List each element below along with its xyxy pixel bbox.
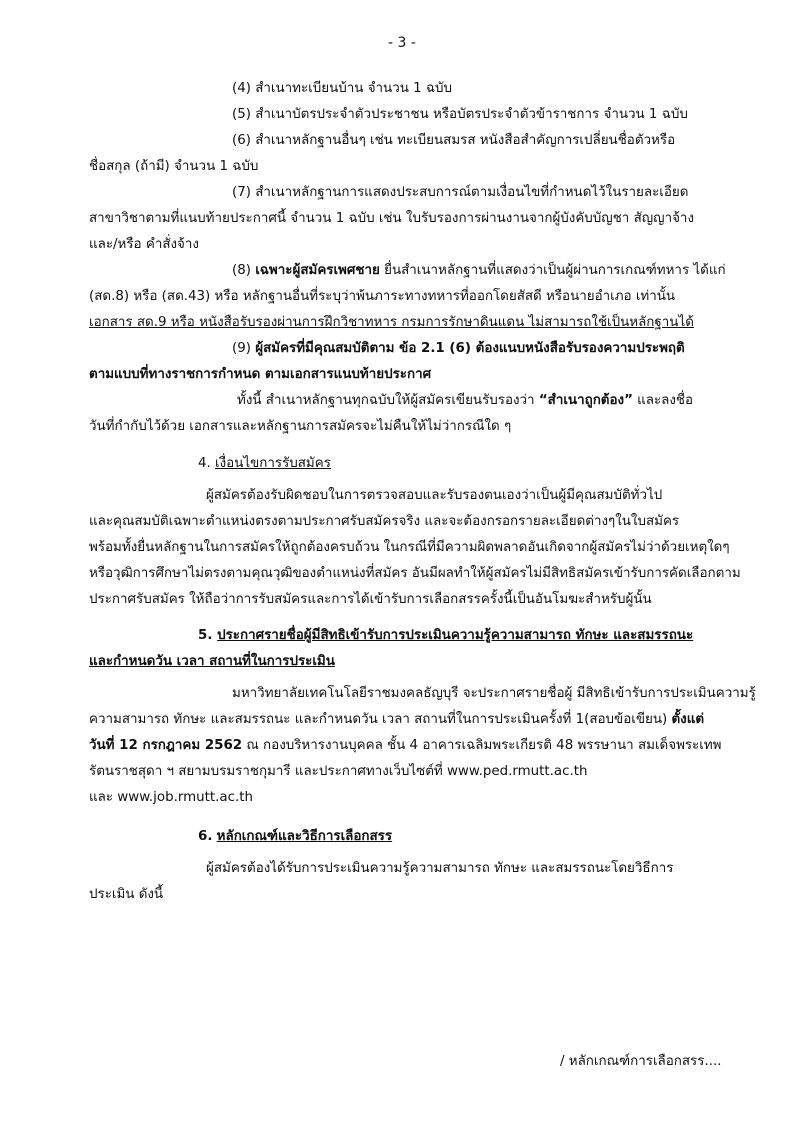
section-5-line-1: มหาวิทยาลัยเทคโนโลยีราชมงคลธัญบุรี จะประกาศรายชื่อผู้ มีสิทธิเข้ารับการประเมินความรู้ (232, 686, 756, 701)
section-5-line-4: รัตนราชสุดา ฯ สยามบรมราชกุมารี และประกาศทางเว็บไซต์ที่ www.ped.rmutt.ac.th (89, 764, 588, 779)
item-8-male-applicants: เฉพาะผู้สมัครเพศชาย (255, 263, 380, 278)
section-5-line-2 (89, 711, 704, 729)
note-certified-copy: “สำเนาถูกต้อง” (538, 393, 633, 408)
item-6-line-2: ชื่อสกุล (ถ้ามี) จำนวน 1 ฉบับ (89, 159, 259, 174)
item-9-line-2: ตามแบบที่ทางราชการกำหนด ตามเอกสารแนบท้ายประกาศ (89, 367, 432, 382)
section-5-title: ประกาศรายชื่อผู้มีสิทธิเข้ารับการประเมินความรู้ความสามารถ ทักษะ และสมรรถนะ (217, 628, 694, 643)
item-8-line-2: (สด.8) หรือ (สด.43) หรือ หลักฐานอื่นที่ระบุว่าพ้นภาระทางทหารที่ออกโดยสัสดี หรือนายอำเภอ เท่านั้น (89, 289, 676, 304)
section-4-number: 4. (198, 456, 211, 471)
note-pre: ทั้งนี้ สำเนาหลักฐานทุกฉบับให้ผู้สมัครเขียนรับรองว่า (237, 393, 535, 408)
item-8-line-3: เอกสาร สด.9 หรือ หนังสือรับรองผ่านการฝึกวิชาทหาร กรมการรักษาดินแดน ไม่สามารถใช้เป็นหลักฐานได้ (89, 315, 694, 330)
section-5-heading-line-1 (198, 627, 693, 645)
section-4-line-3: พร้อมทั้งยื่นหลักฐานในการสมัครให้ถูกต้องครบถ้วน ในกรณีที่มีความผิดพลาดอันเกิดจากผู้สมัครไม่ว่าด้วยเหตุใดๆ (89, 540, 730, 555)
section-6-number: 6. (198, 829, 213, 844)
item-8-line-1-rest: ยื่นสำเนาหลักฐานที่แสดงว่าเป็นผู้ผ่านการเกณฑ์ทหาร ได้แก่ (384, 263, 726, 278)
item-9-line-1 (232, 340, 685, 358)
item-8-line-1 (232, 262, 726, 280)
item-5: (5) สำเนาบัตรประจำตัวประชาชน หรือบัตรประจำตัวข้าราชการ จำนวน 1 ฉบับ (232, 107, 688, 122)
section-5-date: วันที่ 12 กรกฎาคม 2562 (89, 738, 243, 753)
item-7-line-1: (7) สำเนาหลักฐานการแสดงประสบการณ์ตามเงื่อนไขที่กำหนดไว้ในรายละเอียด (232, 185, 689, 200)
section-6-heading (198, 828, 392, 846)
section-5-location: ณ กองบริหารงานบุคคล ชั้น 4 อาคารเฉลิมพระเกียรติ 48 พรรษานา สมเด็จพระเทพ (246, 738, 722, 753)
page-number: - 3 - (388, 35, 416, 51)
note-line-2: วันที่กำกับไว้ด้วย เอกสารและหลักฐานการสมัครจะไม่คืนให้ไม่ว่ากรณีใด ๆ (89, 419, 512, 434)
section-4-title: เงื่อนไขการรับสมัคร (215, 456, 331, 471)
item-4: (4) สำเนาทะเบียนบ้าน จำนวน 1 ฉบับ (232, 81, 453, 96)
item-6-line-1: (6) สำเนาหลักฐานอื่นๆ เช่น ทะเบียนสมรส หนังสือสำคัญการเปลี่ยนชื่อตัวหรือ (232, 133, 676, 148)
section-4-line-4: หรือวุฒิการศึกษาไม่ตรงตามคุณวุฒิของตำแหน่งที่สมัคร อันมีผลทำให้ผู้สมัครไม่มีสิทธิสมัครเข้ารับการคัดเลือกตาม (89, 566, 741, 581)
section-5-line-3 (89, 737, 722, 755)
section-4-heading (198, 455, 331, 473)
section-5-from: ตั้งแต่ (671, 712, 705, 727)
note-line-1 (237, 392, 693, 410)
section-4-line-2: และคุณสมบัติเฉพาะตำแหน่งตรงตามประกาศรับสมัครจริง และจะต้องกรอกรายละเอียดต่างๆในใบสมัคร (89, 514, 680, 529)
item-8-number: (8) (232, 263, 251, 278)
section-5-heading-line-2: และกำหนดวัน เวลา สถานที่ในการประเมิน (89, 654, 335, 669)
section-6-title: หลักเกณฑ์และวิธีการเลือกสรร (216, 829, 393, 844)
section-5-number: 5. (198, 628, 213, 643)
section-5-line-5: และ www.job.rmutt.ac.th (89, 790, 253, 805)
footer-continuation: / หลักเกณฑ์การเลือกสรร.... (560, 1054, 722, 1069)
item-9-bold-text: ผู้สมัครที่มีคุณสมบัติตาม ข้อ 2.1 (6) ต้องแนบหนังสือรับรองความประพฤติ (255, 341, 685, 356)
section-4-line-1: ผู้สมัครต้องรับผิดชอบในการตรวจสอบและรับรองตนเองว่าเป็นผู้มีคุณสมบัติทั่วไป (206, 488, 663, 503)
item-7-line-3: และ/หรือ คำสั่งจ้าง (89, 237, 199, 252)
item-9-number: (9) (232, 341, 251, 356)
section-5-line-2-text: ความสามารถ ทักษะ และสมรรถนะ และกำหนดวัน เวลา สถานที่ในการประเมินครั้งที่ 1(สอบข้อเขียน) (89, 712, 668, 727)
item-7-line-2: สาขาวิชาตามที่แนบท้ายประกาศนี้ จำนวน 1 ฉบับ เช่น ใบรับรองการผ่านงานจากผู้บังคับบัญชา สัญญาจ้าง (89, 211, 694, 226)
section-4-line-5: ประกาศรับสมัคร ให้ถือว่าการรับสมัครและการได้เข้ารับการเลือกสรรครั้งนี้เป็นอันโมฆะสำหรับผู้นั้น (89, 592, 652, 607)
section-6-line-2: ประเมิน ดังนี้ (89, 887, 164, 902)
section-6-line-1: ผู้สมัครต้องได้รับการประเมินความรู้ความสามารถ ทักษะ และสมรรถนะโดยวิธีการ (206, 861, 674, 876)
note-post: และลงชื่อ (637, 393, 694, 408)
